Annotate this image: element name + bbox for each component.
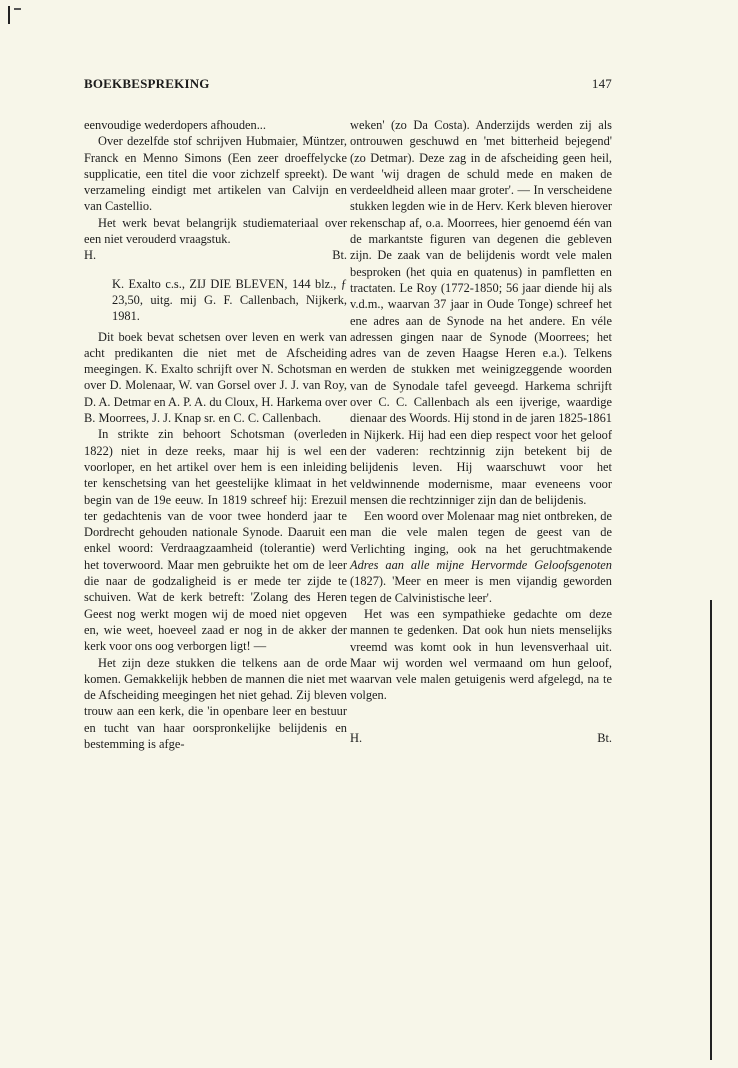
scan-artifact-mark (8, 6, 10, 24)
left-column (84, 117, 347, 752)
page-number: 147 (591, 76, 612, 91)
scan-page-edge (710, 600, 712, 1060)
signature (350, 730, 612, 746)
paragraph: Het was een sympathieke gedachte om deze mannen te gedenken. Dat ook hun niets menselijks vreemd was komt ook in hun levensverhaal uit. Maar wij worden wel vermaand om hun geloof, waarvan vele malen getuigenis werd afgelegd, na te volgen. (350, 606, 612, 703)
italic-title: Adres aan alle mijne Hervormde Geloofsgenoten (350, 558, 612, 573)
review-heading: K. Exalto c.s., ZIJ DIE BLEVEN, 144 blz., ƒ 23,50, uitg. mij G. F. Callenbach, Nijkerk, 1981. (112, 276, 347, 324)
signature-author: Bt. (332, 248, 347, 263)
paragraph: Het zijn deze stukken die telkens aan de orde komen. Gemakkelijk hebben de mannen die niet met de Afscheiding meegingen het niet gehad. Zij bleven trouw aan een kerk, die 'in openbare leer en bestuur en tucht van haar oorspronkelijke belijdenis en bestemming is afge- (84, 655, 347, 751)
scan-artifact-dash (14, 8, 21, 10)
signature-author: Bt. (597, 730, 612, 745)
signature-initial: H. (350, 730, 363, 745)
paragraph: Dit boek bevat schetsen over leven en werk van acht predikanten die niet met de Afscheiding meegingen. K. Exalto schrijft over N. Schotsman en over D. Molenaar, W. van Gorsel over J. J. van Roy, D. A. Detmar en A. P. A. du Cloux, H. Harkema over B. Moorrees, J. J. Knap sr. en C. C. Callenbach. (84, 329, 347, 426)
signature (84, 247, 347, 263)
paragraph: Het werk bevat belangrijk studiemateriaal over een niet verouderd vraagstuk. (84, 215, 347, 247)
text-run: (1827). 'Meer en meer is men vijandig geworden tegen de Calvinistische leer'. (350, 574, 612, 605)
page-header (84, 76, 612, 96)
right-column (350, 117, 612, 746)
paragraph: Over dezelfde stof schrijven Hubmaier, Müntzer, Franck en Menno Simons (Een zeer droeffelycke supplicatie, een titel die voor zichzelf spreekt). De verzameling eindigt met artikelen van Calvijn en van Castellio. (84, 134, 347, 214)
text-run: Een woord over Molenaar mag niet ontbreken, de man die vele malen tegen de geest van de Verlichting inging, ook na het geruchtmakende (350, 509, 612, 556)
paragraph: eenvoudige wederdopers afhouden... (84, 118, 267, 132)
paragraph: weken' (zo Da Costa). Anderzijds werden zij als ontrouwen geschuwd en 'met bitterheid bejegend' (zo Detmar). Deze zag in de afscheiding geen heil, want 'wij dragen de schuld mede en maken de verdeeldheid alleen maar groter'. — In verscheidene stukken legden wie in de Herv. Kerk bleven hierover rekenschap af, o.a. Moorrees, hier genoemd één van de markantste figuren van degenen die gebleven zijn. De zaak van de belijdenis wordt vele malen besproken (het quia en quatenus) in pamfletten en tractaten. Le Roy (1772-1850; 56 jaar diende hij als v.d.m., waarvan 37 jaar in Oude Tonge) schreef het ene adres aan de Synode na het andere. En véle adressen gingen naar de Synode (Moorrees; het adres van de zeven Haagse Heren e.a.). Telkens werden de stukken met weinigzeggende woorden van de Synodale tafel geveegd. Harkema schrijft over C. C. Callenbach als een ijverige, waardige dienaar des Woords. Hij stond in de jaren 1825-1861 in Nijkerk. Hij had een diep respect voor het geloof der vaderen: rechtzinnig zijn betekent bij de belijdenis leven. Hij waarschuwt voor het veldwinnende modernisme, maar eveneens voor mensen die rechtzinniger zijn dan de belijdenis. (350, 118, 612, 507)
paragraph: In strikte zin behoort Schotsman (overleden 1822) niet in deze reeks, maar hij is wel een voorloper, en het artikel over hem is een inleiding ter kenschetsing van het geestelijke klimaat in het begin van de 19e eeuw. In 1819 schreef hij: Erezuil ter gedachtenis van de voor twee honderd jaar te Dordrecht gehouden nationale Synode. Daaruit een enkel woord: Verdraagzaamheid (tolerantie) werd het toverwoord. Maar men gebruikte het om de leer die naar de godzaligheid is er mede ter zijde te schuiven. Wat de kerk betreft: 'Zolang des Heren Geest nog werkt mogen wij de moed niet opgeven en, wie weet, hoeveel zaad er nog in de akker der kerk voor ons oog verborgen ligt! — (84, 427, 347, 654)
signature-initial: H. (84, 248, 97, 263)
running-title: BOEKBESPREKING (84, 76, 210, 91)
paragraph (350, 508, 612, 606)
